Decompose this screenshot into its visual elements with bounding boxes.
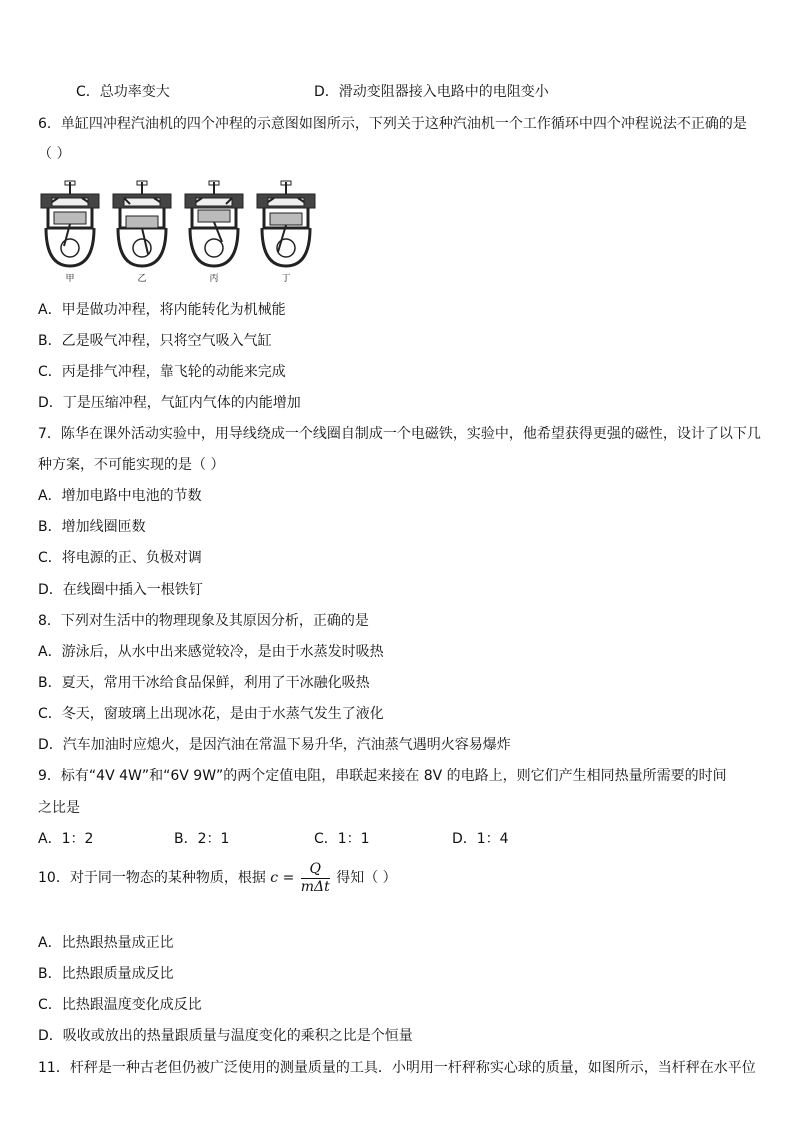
engine-bing-icon (182, 180, 246, 270)
q9-option-d: D．1：4 (452, 831, 509, 847)
q6-stem-line1: 6．单缸四冲程汽油机的四个冲程的示意图如图所示，下列关于这种汽油机一个工作循环中四个冲程说法不正确的是 (38, 116, 747, 132)
engine-label-ding: 丁 (281, 274, 291, 284)
q10-formula-numerator: Q (301, 861, 330, 879)
q9-option-b: B．2：1 (174, 831, 230, 847)
q5-option-d: D．滑动变阻器接入电路中的电阻变小 (314, 84, 549, 100)
q5-option-c: C．总功率变大 (76, 84, 170, 100)
engine-strokes-figure (38, 180, 328, 284)
q8-stem: 8．下列对生活中的物理现象及其原因分析，正确的是 (38, 613, 369, 629)
q8-option-a: A．游泳后，从水中出来感觉较冷，是由于水蒸发时吸热 (38, 644, 384, 660)
q8-option-d: D．汽车加油时应熄火，是因汽油在常温下易升华，汽油蒸气遇明火容易爆炸 (38, 737, 511, 753)
q8-option-b: B．夏天，常用干冰给食品保鲜，利用了干冰融化吸热 (38, 675, 370, 691)
q10-option-b: B．比热跟质量成反比 (38, 966, 174, 982)
q10-option-a: A．比热跟热量成正比 (38, 935, 174, 951)
q6-option-a: A．甲是做功冲程，将内能转化为机械能 (38, 302, 286, 318)
q7-option-a: A．增加电路中电池的节数 (38, 488, 202, 504)
q8-option-c: C．冬天，窗玻璃上出现冰花，是由于水蒸气发生了液化 (38, 706, 384, 722)
q10-stem-suffix: 得知（ ） (336, 870, 397, 886)
q6-stem-line2: （ ） (38, 146, 71, 162)
engine-diagram-ding (254, 180, 318, 284)
q10-option-d: D．吸收或放出的热量跟质量与温度变化的乘积之比是个恒量 (38, 1028, 413, 1044)
q7-option-c: C．将电源的正、负极对调 (38, 550, 202, 566)
q10-formula-denominator: mΔt (300, 878, 330, 895)
engine-jia-icon (38, 180, 102, 270)
q10-stem (38, 860, 397, 896)
q7-stem-line2: 种方案，不可能实现的是（ ） (38, 457, 225, 473)
engine-ding-icon (254, 180, 318, 270)
q7-stem-line1: 7．陈华在课外活动实验中，用导线绕成一个线圈自制成一个电磁铁，实验中，他希望获得更强的磁性，设计了以下几 (38, 426, 761, 442)
q9-option-a: A．1：2 (38, 831, 94, 847)
engine-diagram-yi (110, 180, 174, 284)
engine-label-yi: 乙 (137, 274, 147, 284)
q7-option-d: D．在线圈中插入一根铁钉 (38, 582, 203, 598)
q10-option-c: C．比热跟温度变化成反比 (38, 997, 202, 1013)
q9-stem-line2: 之比是 (38, 800, 80, 816)
q10-formula-lhs: c = (270, 870, 295, 886)
q9-stem-line1: 9．标有“4V 4W”和“6V 9W”的两个定值电阻，串联起来接在 8V 的电路上，则它们产生相同热量所需要的时间 (38, 768, 727, 784)
q6-option-c: C．丙是排气冲程，靠飞轮的动能来完成 (38, 364, 286, 380)
engine-label-bing: 丙 (209, 274, 219, 284)
q9-option-c: C．1：1 (314, 831, 370, 847)
engine-yi-icon (110, 180, 174, 270)
q10-stem-prefix: 10．对于同一物态的某种物质，根据 (38, 870, 266, 886)
engine-label-jia: 甲 (65, 274, 75, 284)
q11-stem-line1: 11．杆秤是一种古老但仍被广泛使用的测量质量的工具．小明用一杆秤称实心球的质量，如图所示，当杆秤在水平位 (38, 1060, 756, 1076)
q6-option-b: B．乙是吸气冲程，只将空气吸入气缸 (38, 333, 272, 349)
engine-diagram-bing (182, 180, 246, 284)
q6-option-d: D．丁是压缩冲程，气缸内气体的内能增加 (38, 395, 301, 411)
q10-formula-fraction (301, 861, 330, 896)
q7-option-b: B．增加线圈匝数 (38, 519, 146, 535)
engine-diagram-jia (38, 180, 102, 284)
